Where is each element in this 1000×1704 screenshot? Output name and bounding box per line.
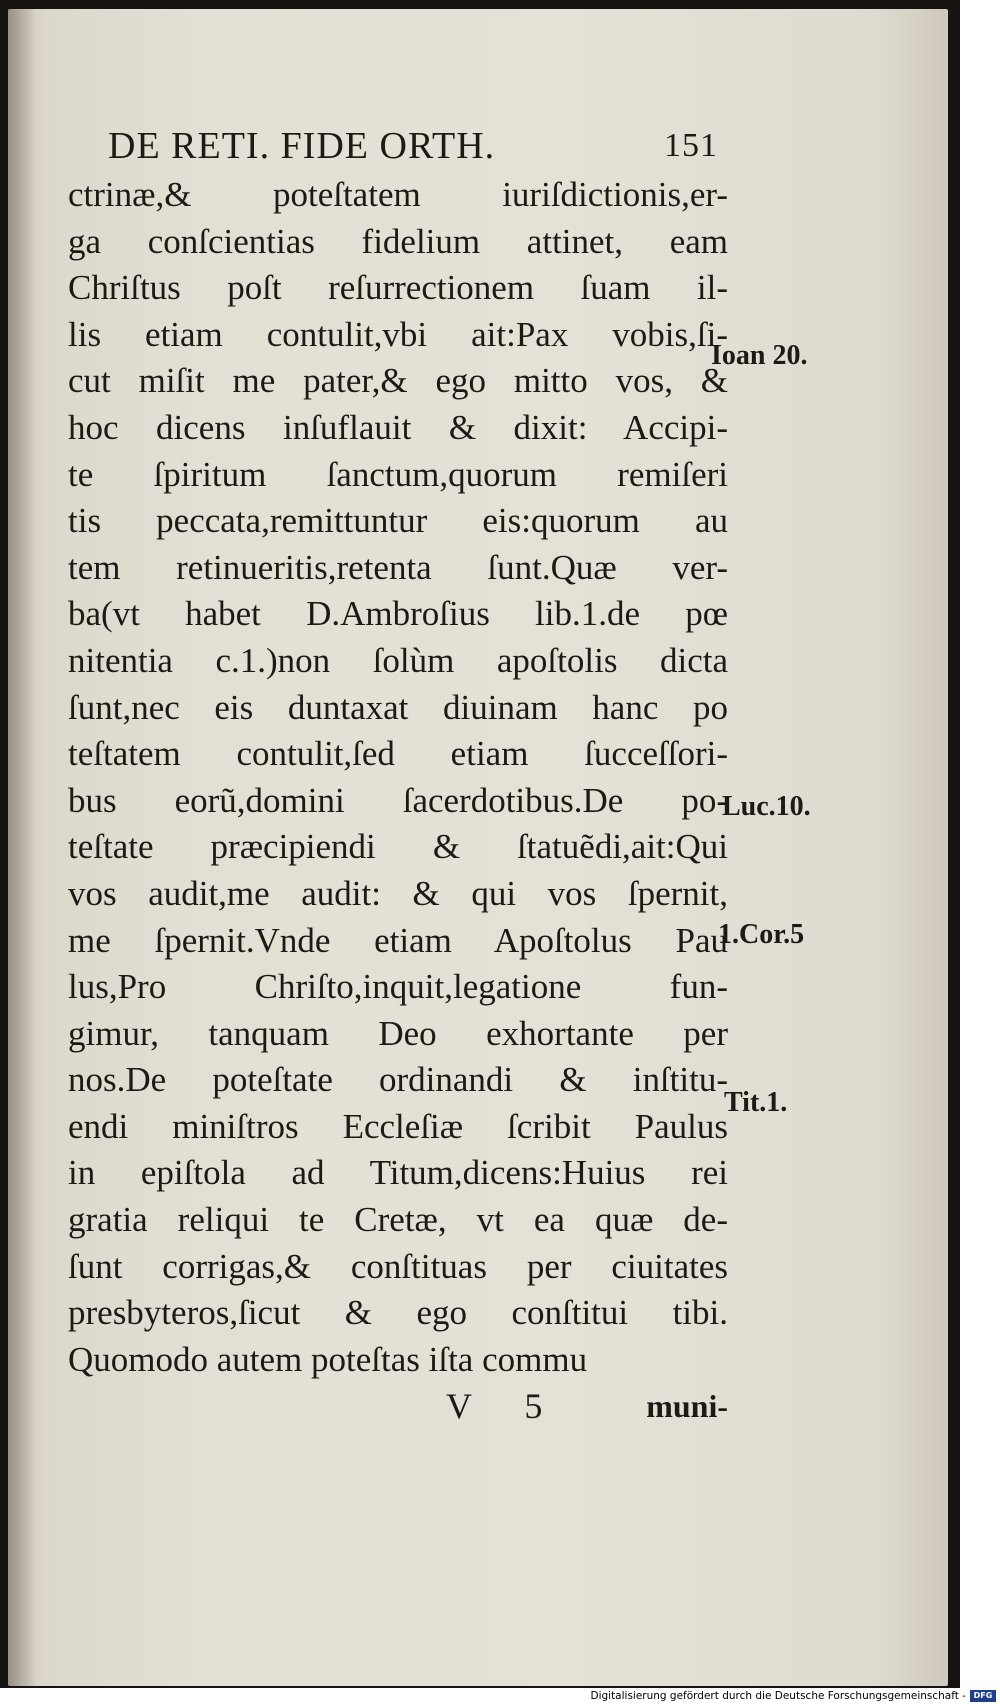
dfg-logo: DFG bbox=[970, 1690, 996, 1702]
text-line: hoc dicens inſuflauit & dixit: Accipi- bbox=[68, 407, 728, 447]
text-line: nitentia c.1.)non ſolùm apoſtolis dicta bbox=[68, 640, 728, 680]
text-line: ſunt corrigas,& conſtituas per ciuitates bbox=[68, 1246, 728, 1286]
running-header bbox=[108, 121, 718, 171]
text-line: Chriſtus poſt reſurrectionem ſuam il- bbox=[68, 268, 728, 308]
signature-mark: V 5 bbox=[446, 1386, 565, 1426]
text-line: tis peccata,remittuntur eis:quorum au bbox=[68, 501, 728, 541]
text-line: teſtate præcipiendi & ſtatuẽdi,ait:Qui bbox=[68, 827, 728, 867]
spine-shadow bbox=[8, 9, 36, 1686]
text-line: presbyteros,ſicut & ego conſtitui tibi. bbox=[68, 1293, 728, 1333]
text-line: lus,Pro Chriſto,inquit,legatione fun- bbox=[68, 967, 728, 1007]
text-line: Quomodo autem poteſtas iſta commu bbox=[68, 1339, 588, 1379]
text-line: lis etiam contulit,vbi ait:Pax vobis,ſi- bbox=[68, 314, 728, 354]
margin-note-cor: 1.Cor.5 bbox=[718, 919, 805, 950]
text-line: endi miniſtros Eccleſiæ ſcribit Paulus bbox=[68, 1106, 728, 1146]
page-footer bbox=[68, 1381, 728, 1431]
text-line: gimur, tanquam Deo exhortante per bbox=[68, 1013, 728, 1053]
text-line: bus eorũ,domini ſacerdotibus.De po- bbox=[68, 780, 728, 820]
text-line: tem retinueritis,retenta ſunt.Quæ ver- bbox=[68, 547, 728, 587]
text-line: ba(vt habet D.Ambroſius lib.1.de pœ bbox=[68, 594, 728, 634]
text-line: vos audit,me audit: & qui vos ſpernit, bbox=[68, 873, 728, 913]
book-page bbox=[8, 9, 948, 1686]
text-line: me ſpernit.Vnde etiam Apoſtolus Pau bbox=[68, 920, 728, 960]
catchword: muni- bbox=[646, 1388, 728, 1424]
text-line: te ſpiritum ſanctum,quorum remiſeri bbox=[68, 454, 728, 494]
main-text-block bbox=[68, 172, 728, 1383]
digitization-credit bbox=[0, 1688, 1000, 1704]
margin-note-tit: Tit.1. bbox=[724, 1087, 788, 1118]
page-number: 151 bbox=[664, 127, 718, 164]
running-title: DE RETI. FIDE ORTH. bbox=[108, 125, 496, 167]
text-line: gratia reliqui te Cretæ, vt ea quæ de- bbox=[68, 1200, 728, 1240]
text-line: teſtatem contulit,ſed etiam ſucceſſori- bbox=[68, 734, 728, 774]
text-line: cut miſit me pater,& ego mitto vos, & bbox=[68, 361, 728, 401]
text-line: ga conſcientias fidelium attinet, eam bbox=[68, 221, 728, 261]
text-line: nos.De poteſtate ordinandi & inſtitu- bbox=[68, 1060, 728, 1100]
text-line: in epiſtola ad Titum,dicens:Huius rei bbox=[68, 1153, 728, 1193]
text-line: ctrinæ,& poteſtatem iuriſdictionis,er- bbox=[68, 175, 728, 214]
credit-text: Digitalisierung gefördert durch die Deutsche Forschungsgemeinschaft - bbox=[590, 1690, 966, 1702]
margin-note-ioan: Ioan 20. bbox=[711, 340, 808, 371]
margin-note-luc: Luc.10. bbox=[722, 791, 811, 822]
text-line: ſunt,nec eis duntaxat diuinam hanc po bbox=[68, 687, 728, 727]
